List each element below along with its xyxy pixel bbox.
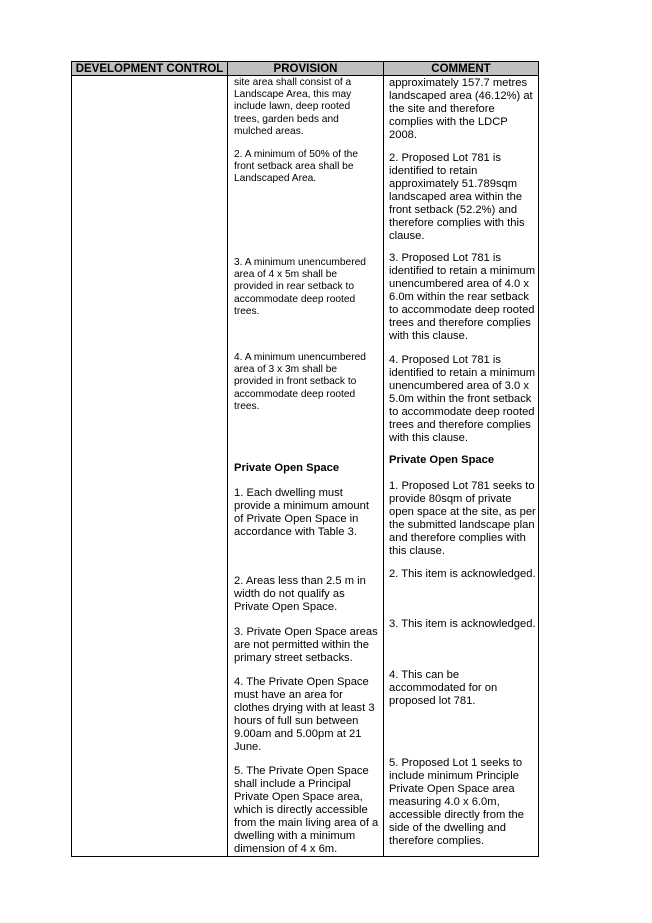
- comment-private-open-space-heading: Private Open Space: [389, 454, 495, 466]
- provision-private-open-space-heading: Private Open Space: [234, 462, 340, 474]
- provision-pos-street-setbacks: 3. Private Open Space areas are not permitted within the primary street setbacks.: [234, 626, 378, 664]
- comment-acknowledged-2: 2. This item is acknowledged.: [389, 568, 536, 580]
- provision-principal-pos: 5. The Private Open Space shall include a Principal Private Open Space area, which is directly accessible from the main living area of a dwelling with a minimum dimension of 4 x 6m.: [234, 765, 379, 855]
- comment-pos-provision: 1. Proposed Lot 781 seeks to provide 80sqm of private open space at the site, as per the submitted landscape plan and therefore complies with this clause.: [389, 480, 536, 557]
- comment-principal-pos: 5. Proposed Lot 1 seeks to include minimum Principle Private Open Space area measuring 4.0 x 6.0m, accessible directly from the side of the dwelling and therefore complies.: [389, 757, 524, 847]
- comment-clothes-drying: 4. This can be accommodated for on proposed lot 781.: [389, 669, 498, 707]
- comment-acknowledged-3: 3. This item is acknowledged.: [389, 618, 536, 630]
- provision-landscape-area-text: site area shall consist of a Landscape Area, this may include lawn, deep rooted trees, garden beds and mulched areas.: [234, 77, 352, 137]
- comment-front-setback: 2. Proposed Lot 781 is identified to retain approximately 51.789sqm landscaped area within the front setback (52.2%) and therefore complies with this clause.: [389, 152, 525, 242]
- header-development-control: DEVELOPMENT CONTROL: [72, 62, 227, 76]
- column-divider: [227, 62, 228, 856]
- provision-pos-width: 2. Areas less than 2.5 m in width do not qualify as Private Open Space.: [234, 575, 366, 613]
- comment-rear-setback: 3. Proposed Lot 781 is identified to retain a minimum unencumbered area of 4.0 x 6.0m within the rear setback to accommodate deep rooted trees and therefore complies with this clause.: [389, 252, 536, 342]
- provision-front-setback-landscaped: 2. A minimum of 50% of the front setback area shall be Landscaped Area.: [234, 149, 359, 185]
- header-comment: COMMENT: [384, 62, 538, 76]
- provision-front-setback-area: 4. A minimum unencumbered area of 3 x 3m shall be provided in front setback to accommodate deep rooted trees.: [234, 352, 366, 412]
- provision-pos-clothes-drying: 4. The Private Open Space must have an area for clothes drying with at least 3 hours of full sun between 9.00am and 5.00pm at 21 June.: [234, 676, 375, 753]
- column-divider: [383, 62, 384, 856]
- comment-front-setback-area: 4. Proposed Lot 781 is identified to retain a minimum unencumbered area of 3.0 x 5.0m within the front setback to accommodate deep rooted trees and therefore complies with this clause.: [389, 354, 536, 444]
- header-provision: PROVISION: [228, 62, 383, 76]
- provision-pos-minimum-amount: 1. Each dwelling must provide a minimum amount of Private Open Space in accordance with Table 3.: [234, 487, 369, 538]
- provision-rear-setback-area: 3. A minimum unencumbered area of 4 x 5m shall be provided in rear setback to accommodate deep rooted trees.: [234, 257, 366, 317]
- development-control-table: [71, 61, 539, 857]
- comment-landscaped-area: approximately 157.7 metres landscaped area (46.12%) at the site and therefore complies with the LDCP 2008.: [389, 77, 533, 141]
